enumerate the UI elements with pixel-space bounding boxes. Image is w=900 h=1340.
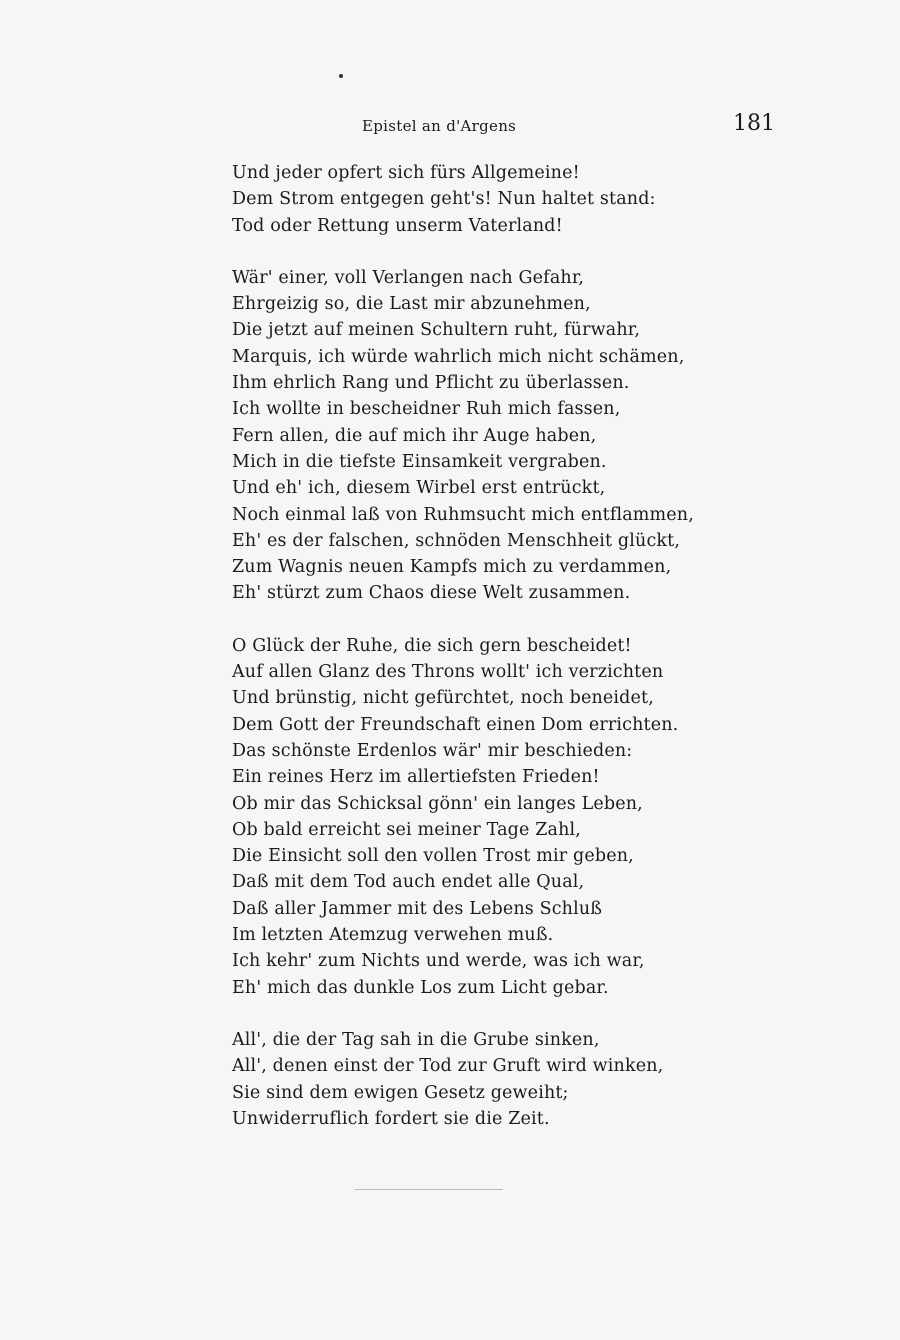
verse-line: All', denen einst der Tod zur Gruft wird winken, [232, 1056, 664, 1077]
verse-line: Fern allen, die auf mich ihr Auge haben, [232, 425, 597, 446]
verse-line: Im letzten Atemzug verwehen muß. [232, 925, 554, 946]
verse-line: Daß aller Jammer mit des Lebens Schluß [232, 898, 603, 919]
verse-line: Und brünstig, nicht gefürchtet, noch beneidet, [232, 688, 654, 709]
verse-line: Ob bald erreicht sei meiner Tage Zahl, [232, 819, 582, 840]
verse-line: Ihm ehrlich Rang und Pflicht zu überlassen. [232, 373, 630, 394]
verse-line: All', die der Tag sah in die Grube sinken, [232, 1029, 600, 1050]
verse-line: Und eh' ich, diesem Wirbel erst entrückt, [232, 478, 606, 499]
verse-line: Die jetzt auf meinen Schultern ruht, fürwahr, [232, 320, 641, 341]
verse-line: Dem Strom entgegen geht's! Nun haltet stand: [232, 189, 656, 210]
verse-line: Wär' einer, voll Verlangen nach Gefahr, [232, 267, 585, 288]
verse-line: Die Einsicht soll den vollen Trost mir geben, [232, 846, 634, 867]
verse-line: Daß mit dem Tod auch endet alle Qual, [232, 872, 585, 893]
verse-line: Sie sind dem ewigen Gesetz geweiht; [232, 1082, 569, 1103]
verse-line: Auf allen Glanz des Throns wollt' ich verzichten [232, 662, 664, 683]
ink-speck [339, 74, 343, 78]
verse-line: Noch einmal laß von Ruhmsucht mich entflammen, [232, 504, 694, 525]
stanza [232, 160, 662, 239]
verse-line: Dem Gott der Freundschaft einen Dom errichten. [232, 714, 679, 735]
closing-rule [355, 1189, 503, 1190]
poem-body [232, 160, 694, 1158]
running-title: Epistel an d'Argens [362, 117, 517, 135]
verse-line: Ehrgeizig so, die Last mir abzunehmen, [232, 294, 591, 315]
verse-line: Und jeder opfert sich fürs Allgemeine! [232, 163, 580, 183]
verse-line: Tod oder Rettung unserm Vaterland! [232, 215, 563, 236]
verse-line: Mich in die tiefste Einsamkeit vergraben. [232, 451, 607, 472]
verse-line: Ich kehr' zum Nichts und werde, was ich war, [232, 951, 645, 972]
verse-line: O Glück der Ruhe, die sich gern bescheidet! [232, 635, 632, 656]
stanza [232, 265, 694, 607]
page-number: 181 [733, 111, 775, 136]
verse-line: Unwiderruflich fordert sie die Zeit. [232, 1108, 550, 1129]
verse-line: Ob mir das Schicksal gönn' ein langes Leben, [232, 793, 643, 814]
verse-line: Das schönste Erdenlos wär' mir beschieden: [232, 740, 633, 761]
verse-line: Marquis, ich würde wahrlich mich nicht schämen, [232, 346, 685, 367]
stanza [232, 1027, 662, 1132]
verse-line: Ein reines Herz im allertiefsten Frieden! [232, 767, 600, 788]
verse-line: Zum Wagnis neuen Kampfs mich zu verdammen, [232, 557, 672, 578]
stanza [232, 633, 679, 1001]
verse-line: Eh' mich das dunkle Los zum Licht gebar. [232, 977, 609, 998]
verse-line: Eh' es der falschen, schnöden Menschheit glückt, [232, 530, 681, 551]
verse-line: Ich wollte in bescheidner Ruh mich fassen, [232, 399, 621, 420]
verse-line: Eh' stürzt zum Chaos diese Welt zusammen. [232, 583, 631, 604]
